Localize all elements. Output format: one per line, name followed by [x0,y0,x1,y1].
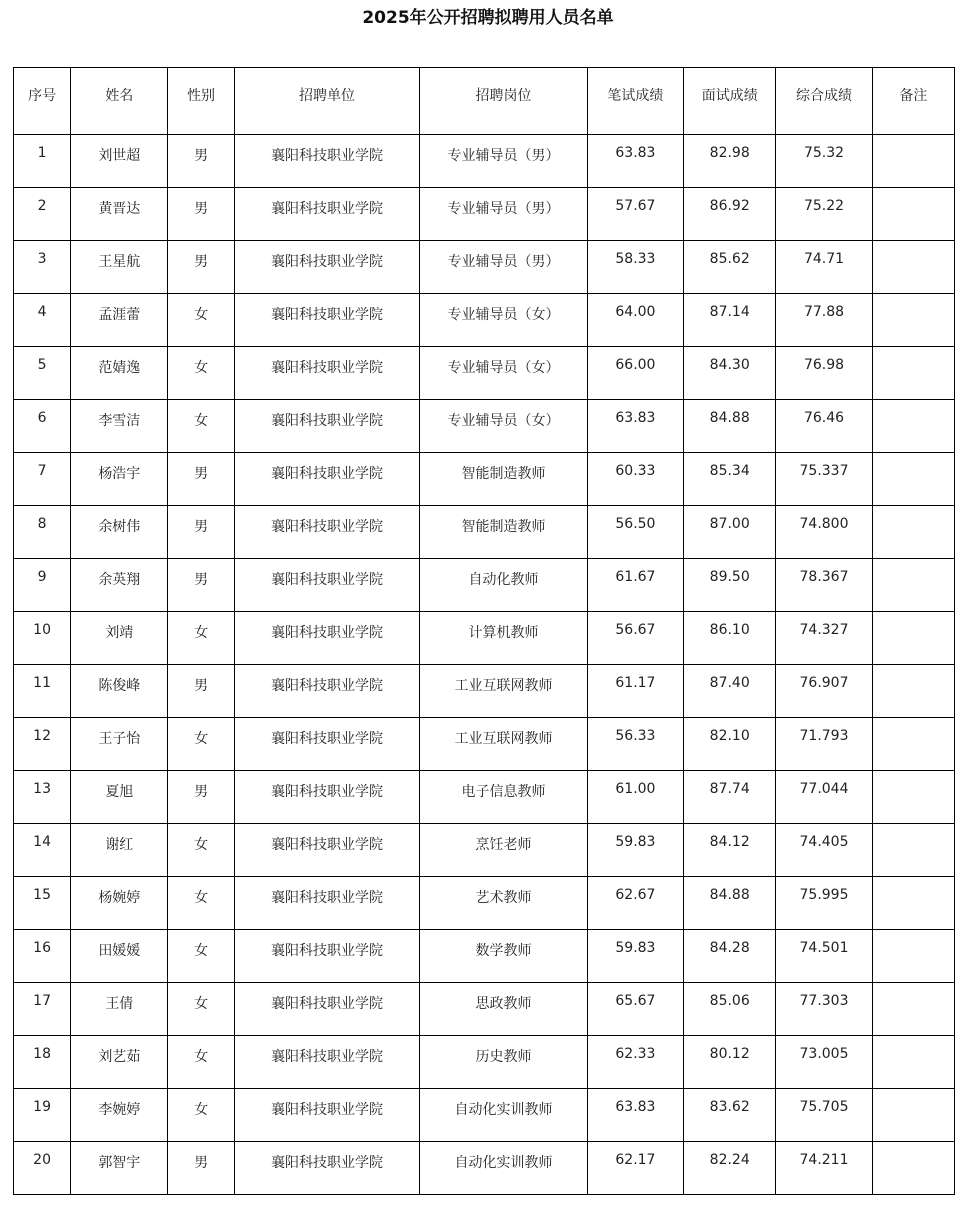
table-row [14,241,955,294]
cell-name: 谢红 [71,824,168,877]
cell-name: 杨婉婷 [71,877,168,930]
cell-written-score: 62.67 [587,877,683,930]
cell-position: 历史教师 [420,1036,588,1089]
cell-position: 自动化实训教师 [420,1142,588,1195]
cell-position: 自动化实训教师 [420,1089,588,1142]
cell-gender: 男 [168,559,234,612]
cell-interview-score: 86.92 [684,188,776,241]
header-cell-gender: 性别 [168,68,234,135]
cell-interview-score: 85.62 [684,241,776,294]
cell-gender: 男 [168,135,234,188]
cell-total-score: 74.405 [776,824,872,877]
cell-interview-score: 87.14 [684,294,776,347]
cell-gender: 女 [168,1089,234,1142]
cell-unit: 襄阳科技职业学院 [234,612,420,665]
cell-written-score: 62.17 [587,1142,683,1195]
cell-written-score: 61.00 [587,771,683,824]
cell-index: 2 [14,188,71,241]
cell-gender: 女 [168,1036,234,1089]
cell-remarks [872,930,954,983]
cell-interview-score: 80.12 [684,1036,776,1089]
cell-interview-score: 84.30 [684,347,776,400]
cell-remarks [872,294,954,347]
cell-gender: 男 [168,241,234,294]
cell-total-score: 73.005 [776,1036,872,1089]
table-row [14,1089,955,1142]
cell-name: 陈俊峰 [71,665,168,718]
table-row [14,665,955,718]
table-row [14,1036,955,1089]
table-row [14,135,955,188]
table-row [14,771,955,824]
cell-name: 余英翔 [71,559,168,612]
cell-remarks [872,559,954,612]
cell-name: 王倩 [71,983,168,1036]
cell-remarks [872,347,954,400]
cell-written-score: 66.00 [587,347,683,400]
cell-name: 刘艺茹 [71,1036,168,1089]
cell-interview-score: 84.88 [684,877,776,930]
cell-remarks [872,718,954,771]
cell-unit: 襄阳科技职业学院 [234,135,420,188]
cell-remarks [872,877,954,930]
cell-position: 专业辅导员（男） [420,188,588,241]
header-cell-total-score: 综合成绩 [776,68,872,135]
table-row [14,612,955,665]
table-row [14,188,955,241]
cell-total-score: 76.46 [776,400,872,453]
cell-index: 11 [14,665,71,718]
cell-interview-score: 82.98 [684,135,776,188]
cell-total-score: 74.800 [776,506,872,559]
cell-unit: 襄阳科技职业学院 [234,930,420,983]
cell-written-score: 63.83 [587,400,683,453]
cell-unit: 襄阳科技职业学院 [234,983,420,1036]
cell-name: 刘靖 [71,612,168,665]
cell-name: 杨浩宇 [71,453,168,506]
cell-written-score: 56.33 [587,718,683,771]
cell-total-score: 74.211 [776,1142,872,1195]
cell-interview-score: 85.34 [684,453,776,506]
cell-written-score: 63.83 [587,135,683,188]
cell-gender: 女 [168,930,234,983]
cell-total-score: 77.044 [776,771,872,824]
cell-position: 数学教师 [420,930,588,983]
cell-position: 烹饪老师 [420,824,588,877]
cell-index: 10 [14,612,71,665]
cell-written-score: 56.50 [587,506,683,559]
cell-gender: 男 [168,665,234,718]
table-row [14,718,955,771]
header-cell-position: 招聘岗位 [420,68,588,135]
cell-index: 16 [14,930,71,983]
cell-remarks [872,665,954,718]
cell-index: 12 [14,718,71,771]
cell-unit: 襄阳科技职业学院 [234,824,420,877]
cell-unit: 襄阳科技职业学院 [234,877,420,930]
cell-total-score: 76.98 [776,347,872,400]
cell-unit: 襄阳科技职业学院 [234,400,420,453]
cell-interview-score: 85.06 [684,983,776,1036]
cell-interview-score: 83.62 [684,1089,776,1142]
table-row [14,930,955,983]
cell-total-score: 74.327 [776,612,872,665]
cell-total-score: 75.337 [776,453,872,506]
cell-unit: 襄阳科技职业学院 [234,241,420,294]
cell-name: 余树伟 [71,506,168,559]
cell-name: 王子怡 [71,718,168,771]
cell-remarks [872,983,954,1036]
cell-position: 思政教师 [420,983,588,1036]
cell-interview-score: 86.10 [684,612,776,665]
cell-total-score: 76.907 [776,665,872,718]
table-header-row [14,68,955,135]
cell-name: 孟涯蕾 [71,294,168,347]
cell-total-score: 75.22 [776,188,872,241]
cell-remarks [872,135,954,188]
cell-name: 刘世超 [71,135,168,188]
cell-index: 6 [14,400,71,453]
cell-interview-score: 82.10 [684,718,776,771]
cell-unit: 襄阳科技职业学院 [234,1089,420,1142]
cell-index: 8 [14,506,71,559]
cell-unit: 襄阳科技职业学院 [234,665,420,718]
cell-name: 李婉婷 [71,1089,168,1142]
cell-name: 田媛媛 [71,930,168,983]
cell-position: 专业辅导员（女） [420,294,588,347]
cell-total-score: 71.793 [776,718,872,771]
cell-unit: 襄阳科技职业学院 [234,188,420,241]
cell-index: 1 [14,135,71,188]
table-row [14,294,955,347]
header-cell-written-score: 笔试成绩 [587,68,683,135]
cell-name: 黄晋达 [71,188,168,241]
cell-index: 17 [14,983,71,1036]
cell-unit: 襄阳科技职业学院 [234,453,420,506]
cell-gender: 男 [168,771,234,824]
cell-name: 夏旭 [71,771,168,824]
cell-name: 范婧逸 [71,347,168,400]
table-row [14,559,955,612]
cell-written-score: 56.67 [587,612,683,665]
cell-remarks [872,612,954,665]
cell-index: 20 [14,1142,71,1195]
cell-index: 14 [14,824,71,877]
cell-remarks [872,188,954,241]
cell-interview-score: 87.40 [684,665,776,718]
header-cell-index: 序号 [14,68,71,135]
cell-total-score: 77.88 [776,294,872,347]
cell-unit: 襄阳科技职业学院 [234,718,420,771]
header-cell-remarks: 备注 [872,68,954,135]
cell-position: 自动化教师 [420,559,588,612]
cell-name: 李雪洁 [71,400,168,453]
cell-interview-score: 82.24 [684,1142,776,1195]
cell-written-score: 60.33 [587,453,683,506]
table-row [14,400,955,453]
cell-written-score: 62.33 [587,1036,683,1089]
cell-position: 专业辅导员（男） [420,135,588,188]
cell-total-score: 74.501 [776,930,872,983]
cell-written-score: 63.83 [587,1089,683,1142]
table-row [14,453,955,506]
table-body [14,135,955,1195]
cell-position: 专业辅导员（女） [420,400,588,453]
cell-interview-score: 84.88 [684,400,776,453]
cell-unit: 襄阳科技职业学院 [234,1036,420,1089]
cell-written-score: 59.83 [587,930,683,983]
cell-position: 智能制造教师 [420,453,588,506]
cell-gender: 女 [168,612,234,665]
cell-position: 工业互联网教师 [420,718,588,771]
cell-unit: 襄阳科技职业学院 [234,1142,420,1195]
table-row [14,1142,955,1195]
cell-unit: 襄阳科技职业学院 [234,559,420,612]
cell-interview-score: 84.28 [684,930,776,983]
table-row [14,506,955,559]
cell-unit: 襄阳科技职业学院 [234,506,420,559]
cell-index: 5 [14,347,71,400]
cell-index: 15 [14,877,71,930]
table-row [14,824,955,877]
cell-remarks [872,400,954,453]
cell-index: 7 [14,453,71,506]
cell-gender: 男 [168,1142,234,1195]
cell-position: 专业辅导员（女） [420,347,588,400]
cell-gender: 男 [168,506,234,559]
cell-total-score: 75.32 [776,135,872,188]
table-row [14,877,955,930]
cell-index: 13 [14,771,71,824]
cell-written-score: 58.33 [587,241,683,294]
cell-unit: 襄阳科技职业学院 [234,294,420,347]
cell-index: 4 [14,294,71,347]
cell-index: 19 [14,1089,71,1142]
cell-gender: 女 [168,400,234,453]
cell-position: 计算机教师 [420,612,588,665]
cell-gender: 女 [168,824,234,877]
cell-gender: 女 [168,347,234,400]
cell-written-score: 64.00 [587,294,683,347]
cell-remarks [872,241,954,294]
cell-interview-score: 87.74 [684,771,776,824]
cell-gender: 女 [168,983,234,1036]
cell-total-score: 78.367 [776,559,872,612]
cell-total-score: 75.995 [776,877,872,930]
cell-remarks [872,1036,954,1089]
cell-interview-score: 87.00 [684,506,776,559]
cell-index: 18 [14,1036,71,1089]
table-row [14,983,955,1036]
cell-written-score: 59.83 [587,824,683,877]
cell-gender: 男 [168,188,234,241]
candidate-table [13,67,955,1195]
cell-remarks [872,771,954,824]
cell-interview-score: 84.12 [684,824,776,877]
cell-name: 王星航 [71,241,168,294]
cell-position: 电子信息教师 [420,771,588,824]
cell-remarks [872,1142,954,1195]
cell-written-score: 65.67 [587,983,683,1036]
cell-name: 郭智宇 [71,1142,168,1195]
cell-total-score: 74.71 [776,241,872,294]
cell-unit: 襄阳科技职业学院 [234,347,420,400]
header-cell-name: 姓名 [71,68,168,135]
table-row [14,347,955,400]
cell-gender: 女 [168,294,234,347]
cell-total-score: 75.705 [776,1089,872,1142]
cell-position: 智能制造教师 [420,506,588,559]
cell-written-score: 61.67 [587,559,683,612]
cell-remarks [872,1089,954,1142]
header-cell-interview-score: 面试成绩 [684,68,776,135]
cell-interview-score: 89.50 [684,559,776,612]
cell-position: 工业互联网教师 [420,665,588,718]
cell-remarks [872,506,954,559]
cell-unit: 襄阳科技职业学院 [234,771,420,824]
cell-written-score: 57.67 [587,188,683,241]
cell-gender: 男 [168,453,234,506]
cell-gender: 女 [168,718,234,771]
cell-written-score: 61.17 [587,665,683,718]
cell-index: 9 [14,559,71,612]
cell-remarks [872,453,954,506]
cell-index: 3 [14,241,71,294]
page-title: 2025年公开招聘拟聘用人员名单 [362,8,614,28]
cell-total-score: 77.303 [776,983,872,1036]
header-cell-unit: 招聘单位 [234,68,420,135]
cell-gender: 女 [168,877,234,930]
cell-position: 专业辅导员（男） [420,241,588,294]
cell-position: 艺术教师 [420,877,588,930]
cell-remarks [872,824,954,877]
